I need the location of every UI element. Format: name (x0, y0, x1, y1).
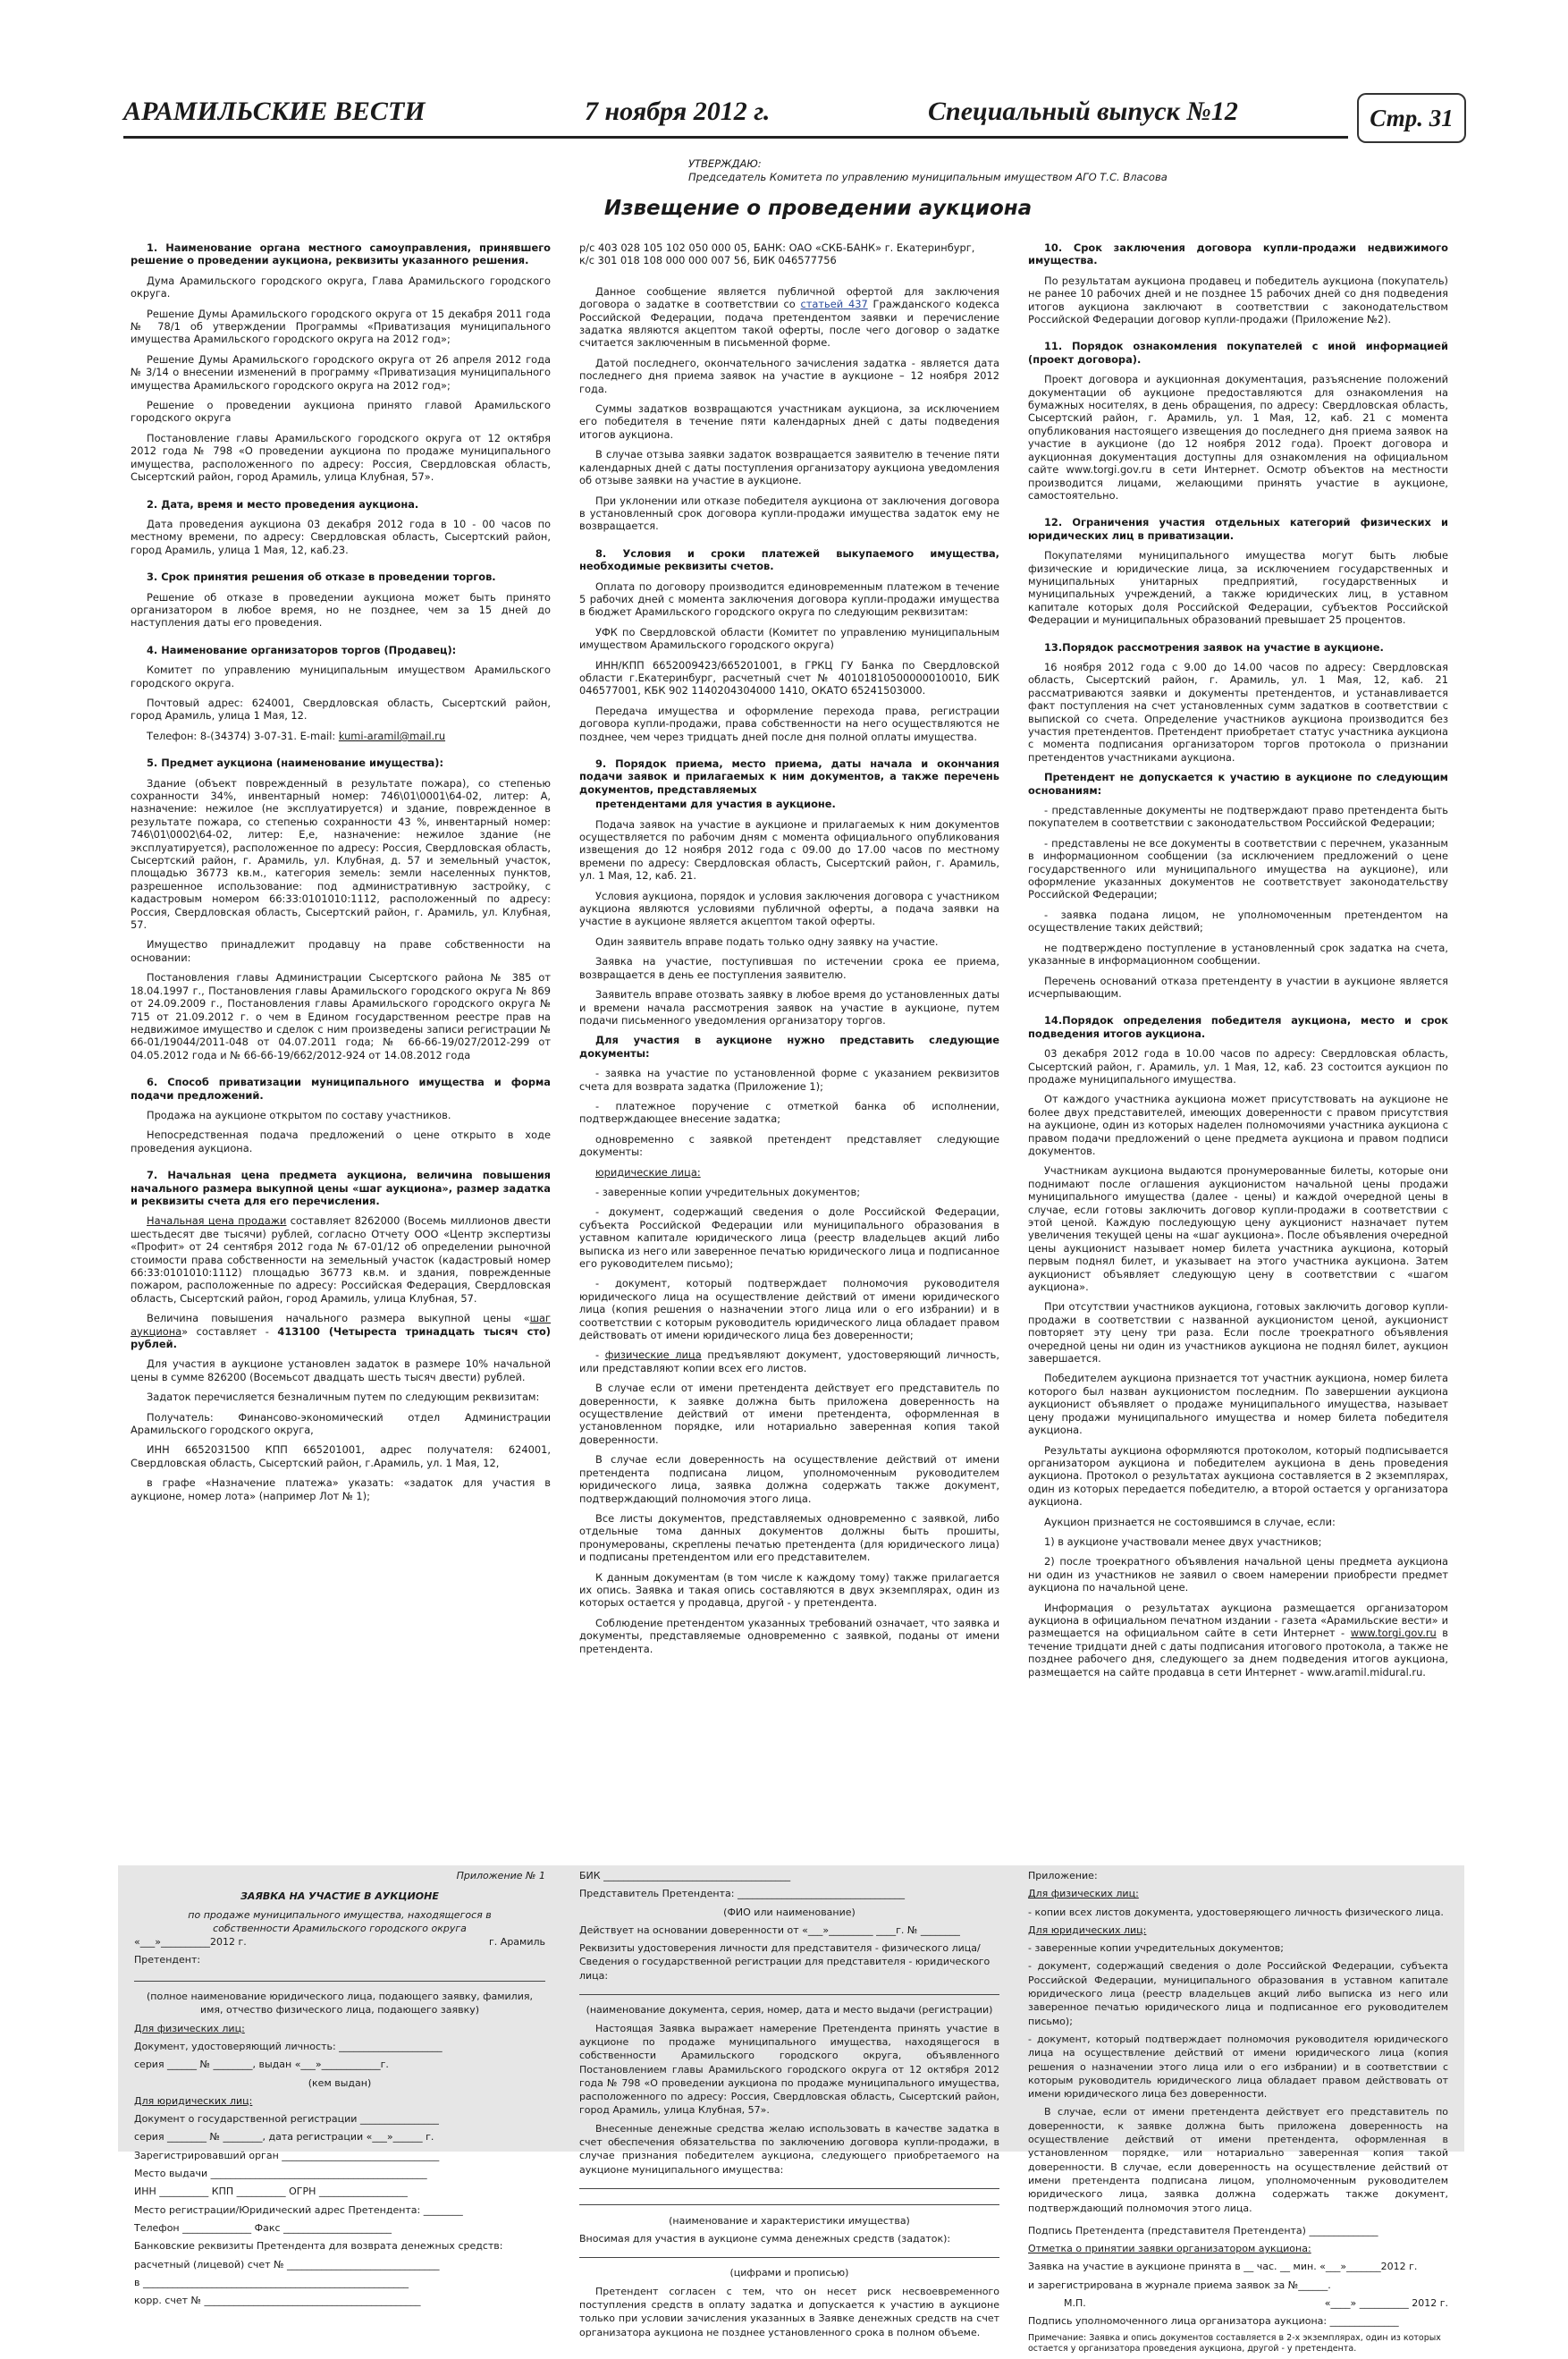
form-column-3 (1028, 1869, 1448, 2359)
section-12-heading: 12. Ограничения участия отдельных категорий физических и юридических лиц в приватизации. (1028, 516, 1448, 542)
rep-requisites-note: (наименование документа, серия, номер, дата и место выдачи (регистрации) (586, 2004, 993, 2017)
paragraph: 2) после троекратного объявления начальной цены предмета аукциона ни один из участников не заявил о своем намерении приобрести предмет аукциона по начальной цене. (1028, 1555, 1448, 1594)
results-text: в течение тридцати дней с даты подписания итогового протокола, а также не позднее рабочего дня, следующего за днем подведения итогов аукциона, размещается на сайте продавца в сети Интернет - www.aramil.midural.ru. (1028, 1627, 1448, 1678)
amount-note: (цифрами и прописью) (729, 2267, 849, 2279)
paragraph (131, 1312, 551, 1350)
form-column-2 (579, 1869, 999, 2344)
paragraph: Передача имущества и оформление перехода права, регистрации договора купли-продажи, права собственности на него осуществляются не позднее, чем через тридцать дней после дня полной оплаты имущества. (579, 704, 999, 743)
section-4-heading: 4. Наименование организаторов торгов (Продавец): (147, 643, 457, 656)
paragraph: Решение об отказе в проведении аукциона может быть принято организатором в любое время, но не позднее, чем за 15 дней до наступления даты его проведения. (131, 590, 551, 630)
paragraph: Дума Арамильского городского округа, Глава Арамильского городского округа. (131, 274, 551, 300)
property-note: (наименование и характеристики имущества) (669, 2214, 910, 2227)
amount-field[interactable] (579, 2250, 999, 2258)
section-10-heading: 10. Срок заключения договора купли-продажи недвижимого имущества. (1028, 241, 1448, 267)
section-13-heading: 13.Порядок рассмотрения заявок на участие в аукционе. (1044, 640, 1384, 654)
paragraph: - платежное поручение с отметкой банка об исполнении, подтверждающее внесение задатка; (579, 1099, 999, 1126)
article-link[interactable]: статьей 437 (800, 298, 868, 311)
paragraph: 03 декабря 2012 года в 10.00 часов по адресу: Свердловская область, Сысертский район, г. Арамиль, ул. 1 Мая, 12, каб. 23 состоится аукцион по продаже муниципального имущества. (1028, 1047, 1448, 1086)
paragraph: Соблюдение претендентом указанных требований означает, что заявка и документы, представляемые одновременно с заявкой, поданы от имени претендента. (579, 1616, 999, 1655)
paragraph: - представленные документы не подтверждают право претендента быть покупателем в соответствии с законодательством Российской Федерации; (1028, 804, 1448, 830)
address-field[interactable]: Место регистрации/Юридический адрес Претендента: ________ (134, 2203, 463, 2216)
c3-cert: - заверенные копии учредительных документов; (1028, 1942, 1284, 1955)
results-text: Информация о результатах аукциона размещается организатором аукциона в официальном печатном издании - газета «Арамильские вести» и размещается на официальном сайте в сети Интернет - (1028, 1601, 1448, 1640)
account-line: к/с 301 018 108 000 000 007 56, БИК 046577756 (579, 254, 837, 267)
form-footnote: Примечание: Заявка и опись документов составляется в 2-х экземплярах, один из которых остается у организатора проведения аукциона, другой - у претендента. (1028, 2332, 1441, 2354)
issue-date: 7 ноября 2012 г. (585, 97, 771, 126)
section-14-heading: 14.Порядок определения победителя аукциона, место и срок подведения итогов аукциона. (1028, 1014, 1448, 1040)
start-price-text: составляет 8262000 (Восемь миллионов двести шестьдесят две тысячи) рублей, согласно Отчету ООО «Центр экспертизы «Профит» от 24 сентября 2012 года № 67-01/12 об определении рыночной стоимости права собственности на земельный участок (кадастровый номер 66:33:0101010:1112) площадью 36773 кв.м. и здания, поврежденные пожаром, расположенные по адресу: Российская Федерация, Свердловская область, Сысертский район, город Арамиль, улица Клубная, 57. (131, 1214, 551, 1305)
form-subtitle-1: по продаже муниципального имущества, находящегося в собственности Арамильского городского (188, 1908, 492, 1934)
series-field[interactable]: серия ______ № ________, выдан «___»____________г. (134, 2059, 389, 2071)
c3-proxy: В случае, если от имени претендента действует его представитель по доверенности, к заявке должна быть приложена доверенность на осуществление действий от имени претендента, оформленная в установленном порядке, или нотариально заверенная копия такой доверенности. В случае, если доверенность на осуществление действий от имени претендента подписана лицом, уполномоченным руководителем юридического лица, заявка должна содержать также документ, подтверждающий полномочия этого лица. (1028, 2106, 1448, 2214)
applicant-label: Претендент: (134, 1954, 201, 1966)
paragraph: Имущество принадлежит продавцу на праве собственности на основании: (131, 938, 551, 964)
start-price-label: Начальная цена продажи (147, 1214, 287, 1228)
reg-series-field[interactable]: серия ________ № ________, дата регистрации «___»______ г. (134, 2131, 434, 2143)
bik-field[interactable]: БИК ______________________________________ (579, 1870, 791, 1881)
paragraph: Постановление главы Арамильского городского округа от 12 октября 2012 года № 798 «О проведении аукциона по продаже муниципального имущества, расположенного по адресу: Россия, Свердловская область, Сысертский район, город Арамиль, улица Клубная, 57». (131, 431, 551, 484)
paragraph: По результатам аукциона продавец и победитель аукциона (покупатель) не ранее 10 рабочих дней и не позднее 15 рабочих дней со дня подведения итогов аукциона заключают в соответствии с законодательством Российской Федерации договор купли-продажи (Приложение №2). (1028, 274, 1448, 326)
phys-text: - (595, 1349, 605, 1362)
paragraph: УФК по Свердловской области (Комитет по управлению муниципальным имуществом Арамильского городского округа) (579, 625, 999, 652)
paragraph (131, 1214, 551, 1305)
paragraph: юридические лица: (595, 1165, 701, 1179)
section-11-heading: 11. Порядок ознакомления покупателей с иной информацией (проект договора). (1028, 340, 1448, 366)
rep-requisites-field[interactable] (579, 1987, 999, 1995)
approval-signer: Председатель Комитета по управлению муниципальным имуществом АГО Т.С. Власова (688, 171, 1168, 183)
paragraph: Комитет по управлению муниципальным имуществом Арамильского городского округа. (131, 664, 551, 689)
paragraph: ИНН 6652031500 КПП 665201001, адрес получателя: 624001, Свердловская область, Сысертский район, г.Арамиль, ул. 1 Мая, 12, (131, 1443, 551, 1469)
paragraph: Результаты аукциона оформляются протоколом, который подписывается организатором аукциона и победителем аукциона в день проведения аукциона. Протокол о результатах аукциона составляется в 2 экземплярах, один из которых передается победителю, а второй остается у организатора аукциона. (1028, 1443, 1448, 1509)
column-3 (1028, 241, 1448, 1686)
form-city: г. Арамиль (489, 1936, 545, 1949)
paragraph: одновременно с заявкой претендент представляет следующие документы: (579, 1132, 999, 1159)
paragraph: В случае если доверенность на осуществление действий от имени претендента подписана лицом, уполномоченным руководителем юридического лица, заявка должна содержать также документ, подтверждающий полномочия этого лица. (579, 1453, 999, 1505)
paragraph: Оплата по договору производится единовременным платежом в течение 5 рабочих дней с момента заключения договора купли-продажи имущества в бюджет Арамильского городского округа по следующим реквизитам: (579, 579, 999, 619)
c3-auth: - документ, который подтверждает полномочия руководителя юридического лица на осуществление действий от имени юридического лица (копия решения о назначении этого лица или о его избрании) и в соответствии с которым руководитель юридического лица обладает правом действовать от имени юридического лица без доверенности. (1028, 2033, 1448, 2101)
paragraph: В случае если от имени претендента действует его представитель по доверенности, к заявке должна быть приложена доверенность на осуществление действий от имени претендента, оформленная в установленном порядке, или нотариально заверенная копия такой доверенности. (579, 1382, 999, 1446)
form-title: ЗАЯВКА НА УЧАСТИЕ В АУКЦИОНЕ (240, 1890, 439, 1903)
paragraph: Перечень оснований отказа претенденту в участии в аукционе является исчерпывающим. (1028, 974, 1448, 1000)
property-field-1[interactable] (579, 2181, 999, 2189)
journal-number-field[interactable]: и зарегистрирована в журнале приема заявок за №______. (1028, 2279, 1331, 2291)
accepted-time-field[interactable]: Заявка на участие в аукционе принята в __ час. __ мин. «___»_______2012 г. (1028, 2261, 1418, 2273)
stamp-label: М.П. (1064, 2297, 1086, 2310)
paragraph (579, 285, 999, 350)
reg-doc-field[interactable]: Документ о государственной регистрации ________________ (134, 2113, 439, 2126)
paragraph: - заявка подана лицом, не уполномоченным претендентом на осуществление таких действий; (1028, 908, 1448, 934)
c3-share: - документ, содержащий сведения о доле Российской Федерации, субъекта Российской Федерации, муниципального образования в уставном капитале юридического лица (реестр владельцев акций либо выписка из него или заверенное печатью юридического лица и подписанное его руководителем письмо); (1028, 1960, 1448, 2027)
intent-paragraph: Настоящая Заявка выражает намерение Претендента принять участие в аукционе по продаже муниципального имущества, находящегося в собственности Арамильского городского округа, объявленного Постановлением главы Арамильского городского округа от 12 октября 2012 года № 798 «О проведении аукциона по продаже муниципального имущества, расположенного по адресу: Россия, Свердловская область, Сысертский район, город Арамиль, улица Клубная, 57». (579, 2022, 999, 2117)
form-date[interactable]: «___»__________2012 г. (134, 1936, 247, 1949)
step-text: Величина повышения начального размера выкупной цены « (147, 1312, 530, 1325)
page-number: Стр. 31 (1357, 93, 1466, 143)
account-field[interactable]: расчетный (лицевой) счет № _______________________________ (134, 2258, 440, 2270)
approval-label: УТВЕРЖДАЮ: (688, 157, 762, 170)
section-3-heading: 3. Срок принятия решения об отказе в проведении торгов. (147, 571, 496, 584)
paragraph: Непосредственная подача предложений о цене открыто в ходе проведения аукциона. (131, 1129, 551, 1154)
bank-field[interactable]: в ______________________________________________________ (134, 2276, 409, 2288)
step-amount: 413100 (Четыреста тринадцать тысяч сто) рублей. (131, 1324, 551, 1351)
section-9-subheading: претендентами для участия в аукционе. (595, 798, 836, 811)
paragraph: 16 ноября 2012 года с 9.00 до 14.00 часов по адресу: Свердловская область, Сысертский район, г. Арамиль, ул. 1 Мая, 12, каб. 21 рассматриваются заявки и документы претендентов, и устанавливается факт поступления на счет установленных сумм задатков в соответствии с выпиской со счета. Определение участников аукциона производится без участия претендентов. Претендент приобретает статус участника аукциона с момента подписания организатором торгов протокола о признании претендентов участниками аукциона. (1028, 660, 1448, 764)
issued-by-note: (кем выдан) (308, 2076, 372, 2089)
paragraph: В случае отзыва заявки задаток возвращается заявителю в течение пяти календарных дней с даты поступления организатору аукциона уведомления об отзыве заявки на участие в аукционе. (579, 448, 999, 487)
place-field[interactable]: Место выдачи ____________________________________________ (134, 2168, 427, 2180)
risk-paragraph: Претендент согласен с тем, что он несет риск несвоевременного поступления средств в оплату задатка и допускается к участию в аукционе только при условии зачисления указанных в Заявке денежных средств на счет организатора аукциона не позднее установленного срока в полном объеме. (579, 2285, 999, 2338)
paragraph: - заявка на участие по установленной форме с указанием реквизитов счета для возврата задатка (Приложение 1); (579, 1067, 999, 1093)
approval-block (688, 157, 1168, 184)
newspaper-title: АРАМИЛЬСКИЕ ВЕСТИ (123, 97, 426, 126)
email-link[interactable]: kumi-aramil@mail.ru (338, 729, 446, 742)
property-field-2[interactable] (579, 2197, 999, 2205)
fio-note: (ФИО или наименование) (723, 1906, 856, 1918)
reg-org-field[interactable]: Зарегистрировавший орган ________________________________ (134, 2149, 440, 2161)
paragraph: 1) в аукционе участвовали менее двух участников; (1044, 1535, 1322, 1548)
paragraph: Почтовый адрес: 624001, Свердловская область, Сысертский район, город Арамиль, улица 1 Мая, 12. (131, 696, 551, 723)
phys-text: предъявляют документ, удостоверяющий личность, или представляют копии всех его листов. (579, 1349, 999, 1374)
paragraph: Получатель: Финансово-экономический отдел Администрации Арамильского городского округа, (131, 1410, 551, 1437)
paragraph: Условия аукциона, порядок и условия заключения договора с участником аукциона являются условиями публичной оферты, а подача заявки на участие в аукционе является акцептом такой оферты. (579, 889, 999, 928)
paragraph: в графе «Назначение платежа» указать: «задаток для участия в аукционе, номер лота» (например Лот № 1); (131, 1476, 551, 1502)
bank-label: Банковские реквизиты Претендента для возврата денежных средств: (134, 2240, 503, 2253)
paragraph: Подача заявок на участие в аукционе и прилагаемых к ним документов осуществляется по рабочим дням с момента официального опубликования извещения до 12 ноября 2012 года с 09.00 до 17.00 часов по местному времени по адресу: Свердловская область, Сысертский район, г. Арамиль, ул. 1 Мая, 12, каб. 21. (579, 817, 999, 883)
paragraph: Постановления главы Администрации Сысертского района № 385 от 18.04.1997 г., Постановления главы Арамильского городского округа № 869 от 24.09.2009 г., Постановления главы Арамильского городского округа № 715 от 21.09.2012 г. о чем в Едином государственном реестре прав на недвижимое имущество и сделок с ним произведены записи регистрации № 66-01/19044/2011-048 от 04.07.2011 года; № 66-66-19/027/2012-299 от 04.05.2012 года и № 66-66-19/662/2012-924 от 14.08.2012 года (131, 971, 551, 1061)
torgi-link[interactable]: www.torgi.gov.ru (1350, 1627, 1437, 1640)
paragraph: не подтверждено поступление в установленный срок задатка на счета, указанные в информационном сообщении. (1028, 941, 1448, 968)
form-subtitle (161, 1908, 518, 1936)
appendix-label: Приложение № 1 (456, 1870, 545, 1881)
offer-text: Данное сообщение является публичной офертой для заключения договора о задатке в соответствии со (579, 284, 999, 311)
deposit-paragraph: Внесенные денежные средства желаю использовать в качестве задатка в счет обеспечения обязательства по заключению договора купли-продажи, в случае признания победителем аукциона, следующего приобретаемого на аукционе муниципального имущества: (579, 2122, 999, 2176)
section-5-heading: 5. Предмет аукциона (наименование имущества): (147, 757, 444, 770)
paragraph (131, 730, 551, 742)
paragraph: К данным документам (в том числе к каждому тому) также прилагается их опись. Заявка и такая опись составляются в двух экземплярах, один из которых остается у продавца, другой - у претендента. (579, 1570, 999, 1610)
paragraph: ИНН/КПП 6652009423/665201001, в ГРКЦ ГУ Банка по Свердловской области г.Екатеринбург, расчетный счет № 40101810500000010010, БИК 046577001, КБК 902 1140204304000 1410, ОКАТО 65241503000. (579, 658, 999, 698)
section-2-heading: 2. Дата, время и место проведения аукциона. (147, 497, 419, 511)
c3-jur-label: Для юридических лиц: (1028, 1924, 1147, 1936)
inn-field[interactable]: ИНН __________ КПП __________ ОГРН __________________ (134, 2186, 408, 2198)
paragraph: Участникам аукциона выдаются пронумерованные билеты, которые они поднимают после оглашения аукционистом начальной цены продажи муниципального имущества (далее - цены) и каждой очередной цены в случае, если готовы заключить договор купли-продажи в соответствии с этой ценой. Каждую последующую цену аукционист назначает путем увеличения текущей цены на «шаг аукциона». После объявления очередной цены аукционист называет номер билета участника аукциона, который первым поднял билет, и указывает на этого участника аукциона. Затем аукционист объявляет следующую цену в соответствии с «шагом аукциона». (1028, 1164, 1448, 1294)
c3-copies: - копии всех листов документа, удостоверяющего личность физического лица. (1028, 1906, 1444, 1918)
column-1 (131, 241, 551, 1509)
paragraph: Решение Думы Арамильского городского округа от 26 апреля 2012 года № 3/14 о внесении изменений в программу «Приватизация муниципального имущества Арамильского городского округа на 2012 год»; (131, 352, 551, 392)
stamp-date-field[interactable]: «____» __________ 2012 г. (1324, 2297, 1448, 2310)
paragraph: При уклонении или отказе победителя аукциона от заключения договора в установленный срок договора купли-продажи имущества задаток ему не возвращается. (579, 494, 999, 533)
phys-label: физические лица (604, 1349, 702, 1362)
c3-phys-label: Для физических лиц: (1028, 1888, 1139, 1900)
paragraph: От каждого участника аукциона может присутствовать на аукционе не более двух представителей, имеющих доверенности с правом присутствия на аукционе, один из которых наделен полномочиями участника аукциона с правом подачи предложений о цене предмета аукциона и правом подписи документов. (1028, 1093, 1448, 1157)
header-rule (123, 136, 1348, 139)
account-line: р/с 403 028 105 102 050 000 05, БАНК: ОАО «СКБ-БАНК» г. Екатеринбург, (579, 241, 975, 254)
paragraph: Решение Думы Арамильского городского округа от 15 декабря 2011 года № 78/1 об утверждении Программы «Приватизация муниципального имущества Арамильского городского округа на 2012 год»; (131, 307, 551, 346)
corr-field[interactable]: корр. счет № ____________________________________________ (134, 2295, 421, 2307)
paragraph: Проект договора и аукционная документация, разъяснение положений документации об аукционе предоставляются для ознакомления на бумажных носителях, в день обращения, по адресу: Свердловская область, Сысертский район, г. Арамиль, ул. 1 Мая, 12, каб. 21 с момента опубликования настоящего извещения до последнего дня приема заявок на участие в аукционе (до 12 ноября 2012 года). Проект договора и аукционная документация доступны для ознакомления на официальном сайте www.torgi.gov.ru в сети Интернет. Осмотр объектов на местности производится лицами, желающими принять участие в аукционе, самостоятельно. (1028, 373, 1448, 502)
legal-persons-label: Для юридических лиц: (134, 2094, 253, 2107)
phys-persons-label: Для физических лиц: (134, 2022, 245, 2034)
paragraph: Задаток перечисляется безналичным путем по следующим реквизитам: (147, 1391, 540, 1404)
form-subtitle-2: округа (431, 1922, 467, 1934)
paragraph: - документ, содержащий сведения о доле Российской Федерации, субъекта Российской Федерации или муниципального образования в уставном капитале юридического лица (реестр владельцев акций либо выписка из него или заверенное печатью юридического лица и подписанное его руководителем письмо); (579, 1205, 999, 1270)
acceptance-mark-label: Отметка о принятии заявки организатором аукциона: (1028, 2243, 1311, 2255)
id-doc-field[interactable]: Документ, удостоверяющий личность: _____________________ (134, 2040, 443, 2052)
paragraph: Аукцион признается не состоявшимся в случае, если: (1044, 1515, 1336, 1528)
paragraph: Суммы задатков возвращаются участникам аукциона, за исключением его победителя в течение пяти календарных дней с даты подведения итогов аукциона. (579, 402, 999, 441)
issue-number: Специальный выпуск №12 (928, 97, 1238, 126)
paragraph (1028, 1602, 1448, 1678)
organizer-signature-field[interactable]: Подпись уполномоченного лица организатора аукциона: ______________ (1028, 2315, 1399, 2328)
paragraph: Претендент не допускается к участию в аукционе по следующим основаниям: (1028, 771, 1448, 797)
applicant-signature-field[interactable]: Подпись Претендента (представителя Претендента) ______________ (1028, 2224, 1378, 2236)
phone-text: Телефон: 8-(34374) 3-07-31. E-mail: (147, 729, 336, 742)
applicant-note: (полное наименование юридического лица, подающего заявку, фамилия, имя, отчество физического лица, подающего заявку) (147, 1991, 533, 2017)
section-9-heading: 9. Порядок приема, место приема, даты начала и окончания подачи заявок и прилагаемых к ним документов, а также перечень документов, представляемых (579, 757, 999, 796)
document-title: Извещение о проведении аукциона (603, 197, 1033, 220)
section-1-heading: 1. Наименование органа местного самоуправления, принявшего решение о проведении аукциона, реквизиты указанного решения. (131, 241, 551, 267)
paragraph: При отсутствии участников аукциона, готовых заключить договор купли-продажи в соответствии с названной аукционистом ценой, аукционист повторяет эту цену три раза. Если после троекратного объявления очередной цены ни один из участников аукциона не поднял билет, аукцион завершается. (1028, 1300, 1448, 1366)
step-text: » составляет - (181, 1324, 278, 1338)
paragraph: - заверенные копии учредительных документов; (595, 1185, 861, 1198)
offer-text: Гражданского кодекса Российской Федерации, подача претендентом заявки и перечисление задатка являются акцептом такой оферты, после чего договор о задатке считается заключенным в письменной форме. (579, 298, 1000, 350)
page-header (123, 97, 1464, 134)
paragraph: Дата проведения аукциона 03 декабря 2012 года в 10 - 00 часов по местному времени, по адресу: Свердловская область, Сысертский район, город Арамиль, улица 1 Мая, 12, каб.23. (131, 517, 551, 556)
paragraph: - документ, который подтверждает полномочия руководителя юридического лица на осуществление действий от имени юридического лица (копия решения о назначении этого лица или о его избрании) и в соответствии с которым руководитель юридического лица обладает правом действовать от имени юридического лица без доверенности; (579, 1277, 999, 1342)
paragraph: Продажа на аукционе открытом по составу участников. (147, 1108, 451, 1121)
paragraph (579, 1349, 999, 1374)
attachments-label: Приложение: (1028, 1870, 1098, 1881)
rep-requisites-label: Реквизиты удостоверения личности для представителя - физического лица/Сведения о государственной регистрации для представителя - юридического лица: (579, 1942, 991, 1982)
paragraph: Здание (объект поврежденный в результате пожара), со степенью сохранности 34%, инвентарный номер: 746\01\0001\64-02, литер: А, назначение: нежилое (не эксплуатируется) и здание, поврежденное в результате пожара, со степенью сохранности 43 %, инвентарный номер: 746\01\0002\64-02, литер: Е,е, назначение: нежилое здание (не эксплуатируется), расположенное по адресу: Россия, Свердловская область, Сысертский район, г. Арамиль, ул. Клубная, д. 57 и земельный участок, площадью 36773 кв.м., категория земель: земли населенных пунктов, разрешенное использование: под административную застройку, с кадастровым номером 66:33:0101010:1112, расположенный по адресу: Россия, Свердловская область, Сысертский район, г. Арамиль, ул. Клубная, 57. (131, 776, 551, 932)
section-6-heading: 6. Способ приватизации муниципального имущества и форма подачи предложений. (131, 1076, 551, 1102)
paragraph: Заявка на участие, поступившая по истечении срока ее приема, возвращается в день ее поступления заявителю. (579, 955, 999, 981)
form-column-1 (134, 1869, 545, 2312)
paragraph: Датой последнего, окончательного зачисления задатка - является дата последнего дня приема заявок на участие в аукционе – 12 ноября 2012 года. (579, 356, 999, 395)
amount-label: Вносимая для участия в аукционе сумма денежных средств (задаток): (579, 2232, 951, 2245)
section-7-heading: 7. Начальная цена предмета аукциона, величина повышения начального размера выкупной цены «шаг аукциона», размер задатка и реквизиты счета для его перечисления. (131, 1169, 551, 1207)
paragraph: Для участия в аукционе установлен задаток в размере 10% начальной цены в сумме 826200 (Восемьсот двадцать шесть тысяч двести) рублей. (131, 1357, 551, 1383)
column-2 (579, 241, 999, 1662)
paragraph: Все листы документов, представляемых одновременно с заявкой, либо отдельные тома данных документов должны быть прошиты, пронумерованы, скреплены печатью претендента (для юридического лица) и подписаны претендентом или его представителем. (579, 1511, 999, 1564)
representative-field[interactable]: Представитель Претендента: __________________________________ (579, 1888, 905, 1900)
power-of-attorney-field[interactable]: Действует на основании доверенности от «___»_________ ____г. № ________ (579, 1924, 960, 1936)
applicant-field[interactable] (134, 1972, 545, 1982)
paragraph: Один заявитель вправе подать только одну заявку на участие. (595, 934, 939, 948)
step-label: шаг аукциона (131, 1312, 551, 1338)
paragraph: - представлены не все документы в соответствии с перечнем, указанным в информационном сообщении (за исключением предложений о цене государственного или муниципального имущества на аукционе), или оформление указанных документов не соответствует законодательству Российской Федерации; (1028, 836, 1448, 901)
form-date-row (134, 1935, 545, 1949)
stamp-date-row (1028, 2296, 1448, 2310)
paragraph: Решение о проведении аукциона принято главой Арамильского городского округа (131, 399, 551, 425)
paragraph: Победителем аукциона признается тот участник аукциона, номер билета которого был назван аукционистом последним. По завершении аукциона аукционист объявляет о продаже муниципального имущества, называет цену продажи муниципального имущества и номер билета победителя аукциона. (1028, 1372, 1448, 1437)
paragraph: Заявитель вправе отозвать заявку в любое время до установленных даты и времени начала рассмотрения заявок на участие в аукционе, путем подачи письменного уведомления организатору торгов. (579, 988, 999, 1027)
paragraph: Покупателями муниципального имущества могут быть любые физические и юридические лица, за исключением государственных и муниципальных унитарных предприятий, государственных и муниципальных учреждений, а также юридических лиц, в уставном капитале которых доля Российской Федерации, субъектов Российской Федерации и муниципальных образований превышает 25 процентов. (1028, 549, 1448, 627)
section-8-heading: 8. Условия и сроки платежей выкупаемого имущества, необходимые реквизиты счетов. (579, 546, 999, 573)
paragraph: Для участия в аукционе нужно представить следующие документы: (579, 1034, 999, 1060)
phone-field[interactable]: Телефон ______________ Факс ______________________ (134, 2221, 392, 2234)
